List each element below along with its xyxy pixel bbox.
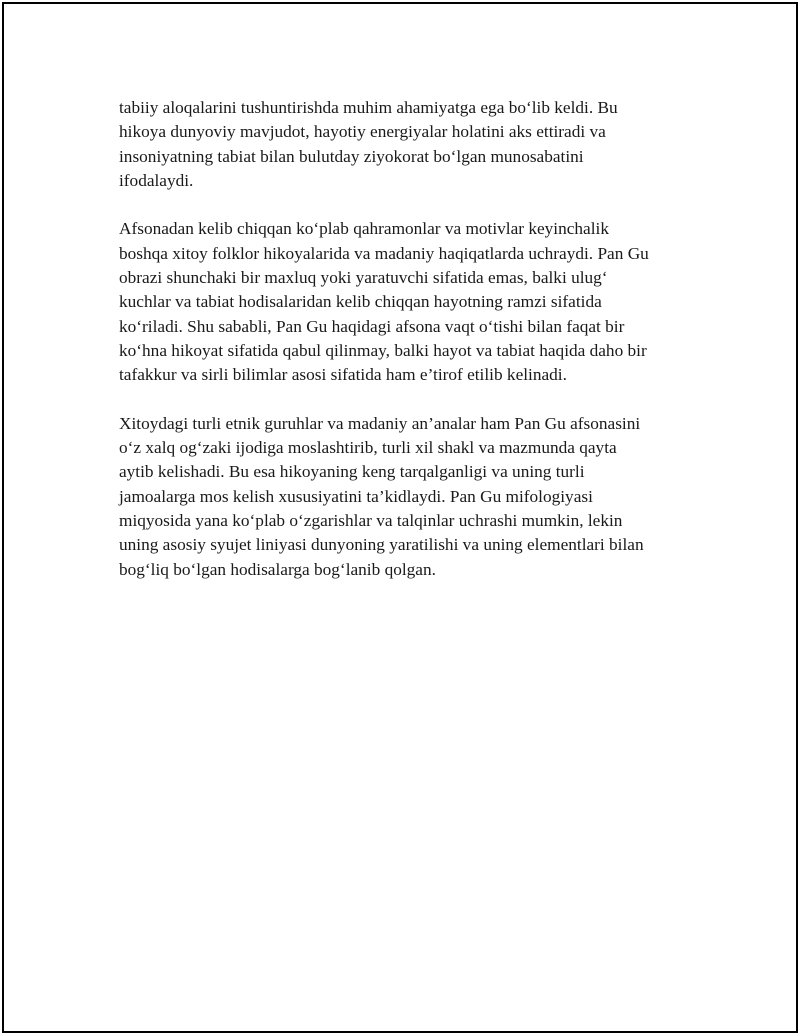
- text-line: uning asosiy syujet liniyasi dunyoning yaratilishi va uning elementlari bilan: [119, 535, 644, 555]
- text-line: Xitoydagi turli etnik guruhlar va madaniy an’analar ham Pan Gu afsonasini: [119, 413, 641, 433]
- text-line: tafakkur va sirli bilimlar asosi sifatida ham e’tirof etilib kelinadi.: [119, 365, 567, 385]
- text-line: o‘z xalq og‘zaki ijodiga moslashtirib, turli xil shakl va mazmunda qayta: [119, 438, 617, 458]
- text-line: ko‘riladi. Shu sababli, Pan Gu haqidagi afsona vaqt o‘tishi bilan faqat bir: [119, 316, 625, 336]
- text-line: obrazi shunchaki bir maxluq yoki yaratuvchi sifatida emas, balki ulug‘: [119, 268, 608, 288]
- document-body: [119, 96, 699, 606]
- paragraph-1: [119, 96, 699, 193]
- text-line: hikoya dunyoviy mavjudot, hayotiy energiyalar holatini aks ettiradi va: [119, 122, 606, 142]
- page-border: [2, 2, 798, 1033]
- text-line: kuchlar va tabiat hodisalaridan kelib chiqqan hayotning ramzi sifatida: [119, 292, 602, 312]
- text-line: ko‘hna hikoyat sifatida qabul qilinmay, balki hayot va tabiat haqida daho bir: [119, 340, 647, 360]
- text-line: miqyosida yana ko‘plab o‘zgarishlar va talqinlar uchrashi mumkin, lekin: [119, 511, 623, 531]
- text-line: boshqa xitoy folklor hikoyalarida va madaniy haqiqatlarda uchraydi. Pan Gu: [119, 243, 649, 263]
- text-line: jamoalarga mos kelish xususiyatini ta’kidlaydi. Pan Gu mifologiyasi: [119, 486, 593, 506]
- paragraph-2: [119, 217, 699, 387]
- text-line: aytib kelishadi. Bu esa hikoyaning keng tarqalganligi va uning turli: [119, 462, 585, 482]
- text-line: tabiiy aloqalarini tushuntirishda muhim ahamiyatga ega bo‘lib keldi. Bu: [119, 98, 618, 117]
- text-line: Afsonadan kelib chiqqan ko‘plab qahramonlar va motivlar keyinchalik: [119, 219, 609, 239]
- text-line: insoniyatning tabiat bilan bulutday ziyokorat bo‘lgan munosabatini: [119, 146, 584, 166]
- text-line: ifodalaydi.: [119, 170, 194, 190]
- paragraph-3: [119, 412, 699, 582]
- text-line: bog‘liq bo‘lgan hodisalarga bog‘lanib qolgan.: [119, 559, 436, 579]
